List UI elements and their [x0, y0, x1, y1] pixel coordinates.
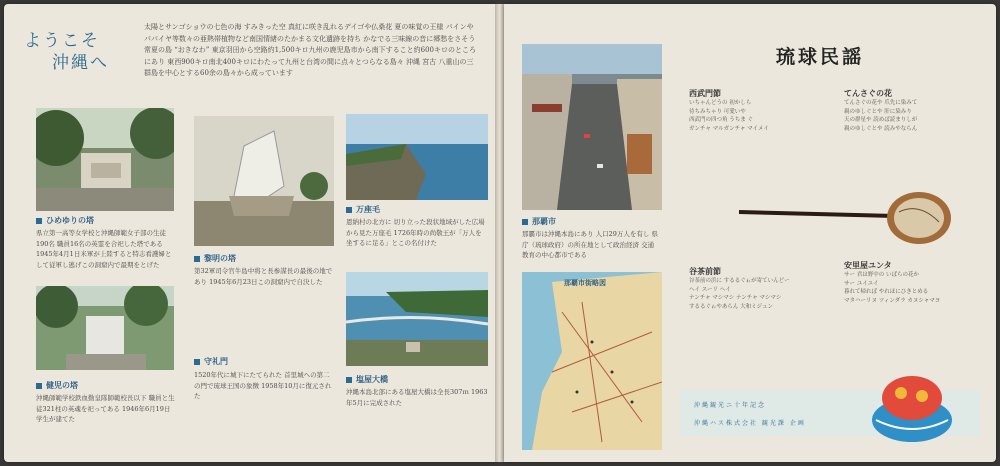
song-tanchame: [689, 266, 829, 311]
lyric-line: マタハーリヌ ツィンダラ カヌシャマヨ: [844, 297, 941, 304]
welcome-title-okinawa: 沖縄へ: [52, 53, 109, 73]
lyric-line: 親のゆしぐとや 読みやならん: [844, 125, 918, 132]
caption-kenji: 健児の塔: [36, 380, 78, 391]
left-page: [4, 4, 495, 462]
lyric-line: てんさぐの花や 爪先に染みて: [844, 100, 918, 106]
lyric-line: するるぐゎやあらん 大和ミジュン: [689, 303, 774, 310]
lyric-line: 天の群星や 読めば読まりしが: [844, 117, 918, 123]
caption-shioya: 塩屋大橋: [346, 374, 388, 385]
book-spine: [495, 4, 504, 462]
caption-manzamo: 万座毛: [346, 204, 380, 215]
lyric-line: サー 君は野中の いばらの花か: [844, 272, 919, 278]
shioya-photo: [346, 272, 488, 366]
lyric-line: 谷茶前の浜に するるぐゎが寄ていんどー: [689, 278, 790, 284]
map-title: 那覇市街略図: [564, 278, 606, 287]
manzamo-text: 恩納村の北方に 切り立った段状地域がした広場から見た万座毛 1726年時の尚敬王が「万人を坐するに足る」とこの名付けた: [346, 218, 485, 247]
song-title: 安里屋ユンタ: [844, 260, 892, 270]
footer-anniversary: 沖縄観光ニ十年記念: [694, 402, 767, 409]
naha-text: 那覇市は沖縄本島にあり 人口29万人を有し 県庁（琉球政府）の所在地として政治経済 交通 教育の中心都市である: [522, 230, 658, 259]
sanshin-illustration: [734, 182, 964, 252]
caption-himeyuri: ひめゆりの塔: [36, 215, 94, 226]
reimei-text: 第32軍司令官牛島中将と長参謀長の最後の地であり 1945年6月23日この洞窟内で自決した: [194, 267, 333, 286]
ryukyu-minyo-title: 琉球民謡: [776, 46, 865, 68]
lyric-line: ヘイ スーリ ヘイ: [689, 286, 731, 293]
welcome-title: ようこそ: [24, 31, 100, 51]
song-nishinjo: [689, 88, 829, 133]
lyric-line: 親のゆしぐとや 肝に染みり: [844, 108, 912, 115]
kenji-photo: [36, 286, 174, 370]
kenji-text: 沖縄師範学校鉄血勤皇隊師範校長以下 職員と生徒321柱の英魂を祀ってある 1946年6月19日学生が建てた: [36, 394, 175, 423]
caption-shurei: 守礼門: [194, 356, 228, 367]
footer-publisher: 沖縄ハス株式会社 観光課 企画: [694, 420, 806, 427]
shioya-text: 沖縄本島北部にある塩屋大橋は全長307ｍ 1963年5月に完成された: [346, 388, 488, 407]
lyric-line: 待ちみちゃり 可愛いや: [689, 108, 746, 115]
hanagasa-hat-illustration: [866, 358, 958, 450]
lyric-line: サー ユイユイ: [844, 280, 879, 287]
manzamo-photo: [346, 114, 488, 200]
song-title: 西武門節: [689, 88, 721, 98]
himeyuri-photo: [36, 108, 174, 211]
shurei-text: 1520年代に城下にたてられた 首里城への第二の門で琉球王国の象徴 1958年10月に復元された: [194, 371, 332, 400]
lyric-line: ガンチャ マルガンチャ マイメイ: [689, 125, 769, 132]
naha-map: [522, 272, 662, 450]
caption-reimei: 黎明の塔: [194, 253, 236, 264]
lyric-line: ナンチャ マシマシ ナンチャ マシマシ: [689, 295, 782, 301]
right-page: [504, 4, 996, 462]
caption-naha: 那覇市: [522, 216, 556, 227]
song-title: てんさぐの花: [844, 88, 892, 98]
intro-text: 太陽とサンゴショウの七色の海 すみきった空 真紅に咲き乱れるデイゴや仏桑花 夏の味覚の王様 パインやパパイヤ等数々の亜熱帯植物など南国情緒のたかまる文化遺跡を持ち かなでる三味線の音に郷愁をさそう常夏の島 “おきなわ” 東京羽田から空路約1,500キロ九州の鹿児島市から南下すること約600キロのところにあり 東西900キロ南北400キロにわたって九州と台湾の間に点々とつらなる島々 沖縄 宮古 八重山の三群島を中心とする60余の島々から成っています: [144, 23, 477, 77]
lyric-line: いちゃんどうの 初かしら: [689, 100, 752, 106]
himeyuri-text: 県立第一高等女学校と沖縄師範女子部の生徒190名 職員16名の英霊を合祀した塔である 1945年4月1日米軍が上陸すると特志看護婦として従軍し逃げこの洞窟内で最期をとげた: [36, 229, 172, 269]
song-asadoya: [844, 260, 984, 305]
song-tensagu: [844, 88, 984, 133]
naha-city-photo: [522, 44, 662, 210]
lyric-line: 暮れて帰れば やれほにひきとめる: [844, 289, 929, 295]
song-title: 谷茶前節: [689, 266, 721, 276]
lyric-line: 西武門の四つ角 うちま ぐ: [689, 117, 753, 123]
reimei-photo: [194, 116, 334, 246]
